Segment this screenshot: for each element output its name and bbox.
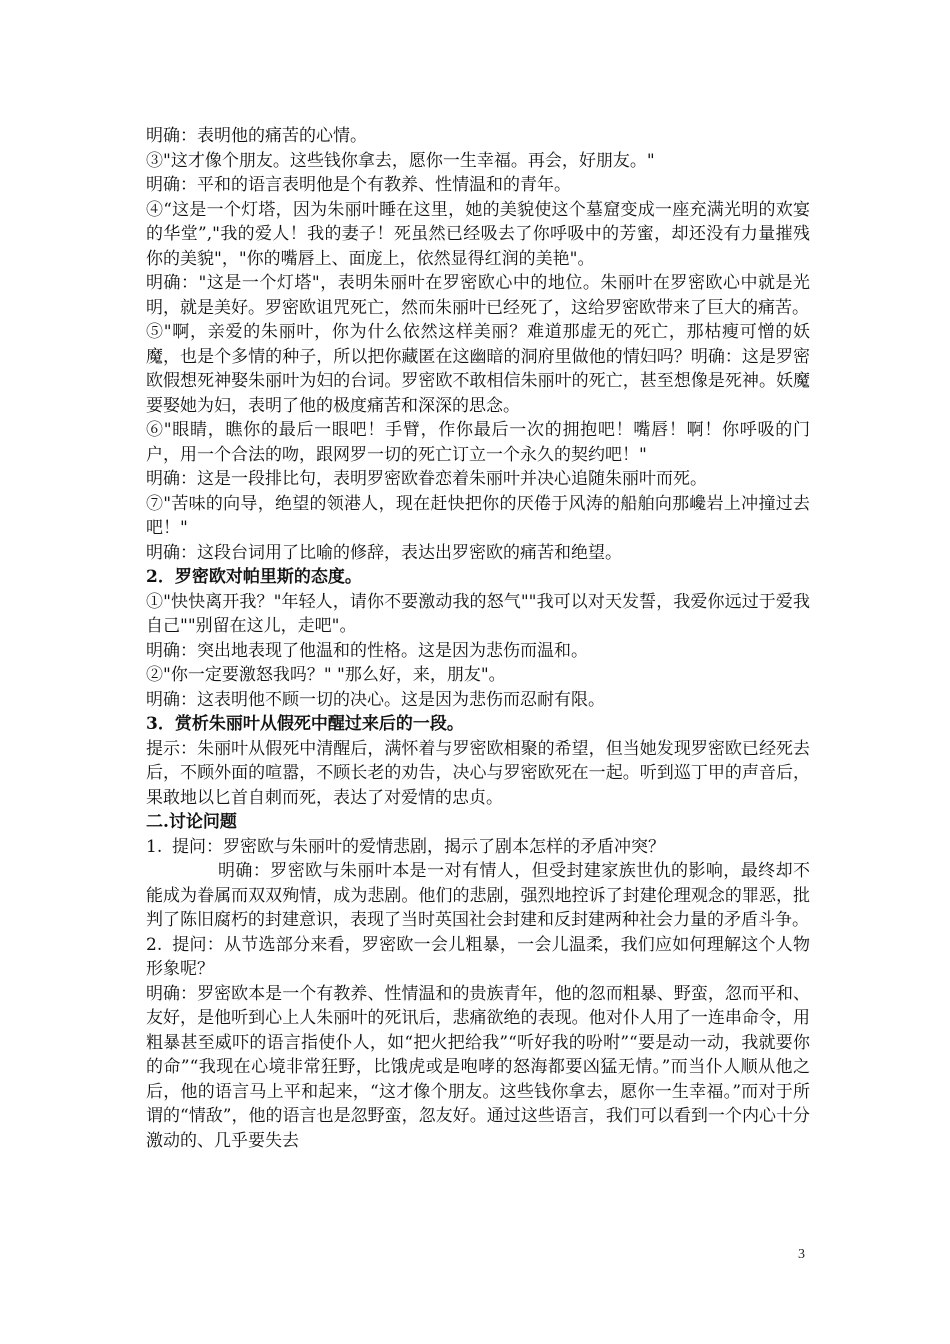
paragraph: 明确：罗密欧本是一个有教养、性情温和的贵族青年，他的忽而粗暴、野蛮，忽而平和、友好，是他听到心上人朱丽叶的死讯后，悲痛欲绝的表现。他对仆人用了一连串命令，用粗暴甚至威吓的语言指使仆人，如“把火把给我”“听好我的吩咐”“要是动一动，我就要你的命”“我现在心境非常狂野，比饿虎或是咆哮的怒海都要凶猛无情。”而当仆人顺从他之后，他的语言马上平和起来，“这才像个朋友。这些钱你拿去，愿你一生幸福。”而对于所谓的“情敌”，他的语言也是忽野蛮，忽友好。通过这些语言，我们可以看到一个内心十分激动的、几乎要失去 bbox=[146, 983, 810, 1151]
question-number: 1. bbox=[146, 836, 163, 857]
paragraph: ⑦"苦味的向导，绝望的领港人，现在赶快把你的厌倦于风涛的船舶向那巉岩上冲撞过去吧！" bbox=[146, 493, 810, 538]
question-text: 提问：罗密欧与朱丽叶的爱情悲剧，揭示了剧本怎样的矛盾冲突？ bbox=[172, 836, 665, 857]
paragraph: 提示：朱丽叶从假死中清醒后，满怀着与罗密欧相聚的希望，但当她发现罗密欧已经死去后，不顾外面的喧嚣，不顾长老的劝告，决心与罗密欧死在一起。听到巡丁甲的声音后，果敢地以匕首自刺而死，表达了对爱情的忠贞。 bbox=[146, 738, 810, 808]
paragraph: ③"这才像个朋友。这些钱你拿去，愿你一生幸福。再会，好朋友。" bbox=[146, 150, 655, 171]
section-heading: 二.讨论问题 bbox=[146, 812, 237, 832]
paragraph: 明确：突出地表现了他温和的性格。这是因为悲伤而温和。 bbox=[146, 640, 588, 661]
paragraph: 明确：这段台词用了比喻的修辞，表达出罗密欧的痛苦和绝望。 bbox=[146, 542, 622, 563]
paragraph: ①"快快离开我？"年轻人，请你不要激动我的怒气""我可以对天发誓，我爱你远过于爱我自己""别留在这儿，走吧"。 bbox=[146, 591, 810, 636]
paragraph: 明确：这是一段排比句，表明罗密欧眷恋着朱丽叶并决心追随朱丽叶而死。 bbox=[146, 469, 707, 489]
paragraph: 明确：平和的语言表明他是个有教养、性情温和的青年。 bbox=[146, 175, 571, 195]
document-body bbox=[146, 124, 810, 1153]
paragraph: 明确：这表明他不顾一切的决心。这是因为悲伤而忍耐有限。 bbox=[146, 689, 605, 710]
numbered-question bbox=[146, 933, 810, 982]
numbered-question bbox=[146, 835, 810, 860]
paragraph: ⑤"啊，亲爱的朱丽叶，你为什么依然这样美丽？难道那虚无的死亡，那枯瘦可憎的妖魔，也是个多情的种子，所以把你藏匿在这幽暗的洞府里做他的情妇吗？明确：这是罗密欧假想死神娶朱丽叶为妇的台词。罗密欧不敢相信朱丽叶的死亡，甚至想像是死神。妖魔要娶她为妇，表明了他的极度痛苦和深深的思念。 bbox=[146, 322, 810, 416]
paragraph: ②"你一定要激怒我吗？" "那么好，来，朋友"。 bbox=[146, 665, 506, 685]
paragraph: 明确：表明他的痛苦的心情。 bbox=[146, 126, 367, 146]
section-heading: 3．赏析朱丽叶从假死中醒过来后的一段。 bbox=[146, 714, 464, 734]
page-number: 3 bbox=[798, 1247, 805, 1262]
paragraph: 明确：罗密欧与朱丽叶本是一对有情人，但受封建家族世仇的影响，最终却不能成为眷属而双双殉情，成为悲剧。他们的悲剧，强烈地控诉了封建伦理观念的罪恶，批判了陈旧腐朽的封建意识，表现了当时英国社会封建和反封建两种社会力量的矛盾斗争。 bbox=[146, 861, 810, 930]
question-number: 2. bbox=[146, 934, 163, 955]
paragraph: ⑥"眼睛，瞧你的最后一眼吧！手臂，作你最后一次的拥抱吧！嘴唇！啊！你呼吸的门户，用一个合法的吻，跟网罗一切的死亡订立一个永久的契约吧！" bbox=[146, 420, 810, 465]
section-heading: 2．罗密欧对帕里斯的态度。 bbox=[146, 567, 362, 587]
question-text: 提问：从节选部分来看，罗密欧一会儿粗暴，一会儿温柔，我们应如何理解这个人物形象呢？ bbox=[146, 934, 810, 979]
paragraph: 明确："这是一个灯塔"，表明朱丽叶在罗密欧心中的地位。朱丽叶在罗密欧心中就是光明，就是美好。罗密欧诅咒死亡，然而朱丽叶已经死了，这给罗密欧带来了巨大的痛苦。 bbox=[146, 273, 810, 318]
paragraph: ④“这是一个灯塔，因为朱丽叶睡在这里，她的美貌使这个墓窟变成一座充满光明的欢宴的华堂”,"我的爱人！我的妻子！死虽然已经吸去了你呼吸中的芳蜜，却还没有力量摧残你的美貌"，"你的嘴唇上、面庞上，依然显得红润的美艳"。 bbox=[146, 199, 810, 269]
